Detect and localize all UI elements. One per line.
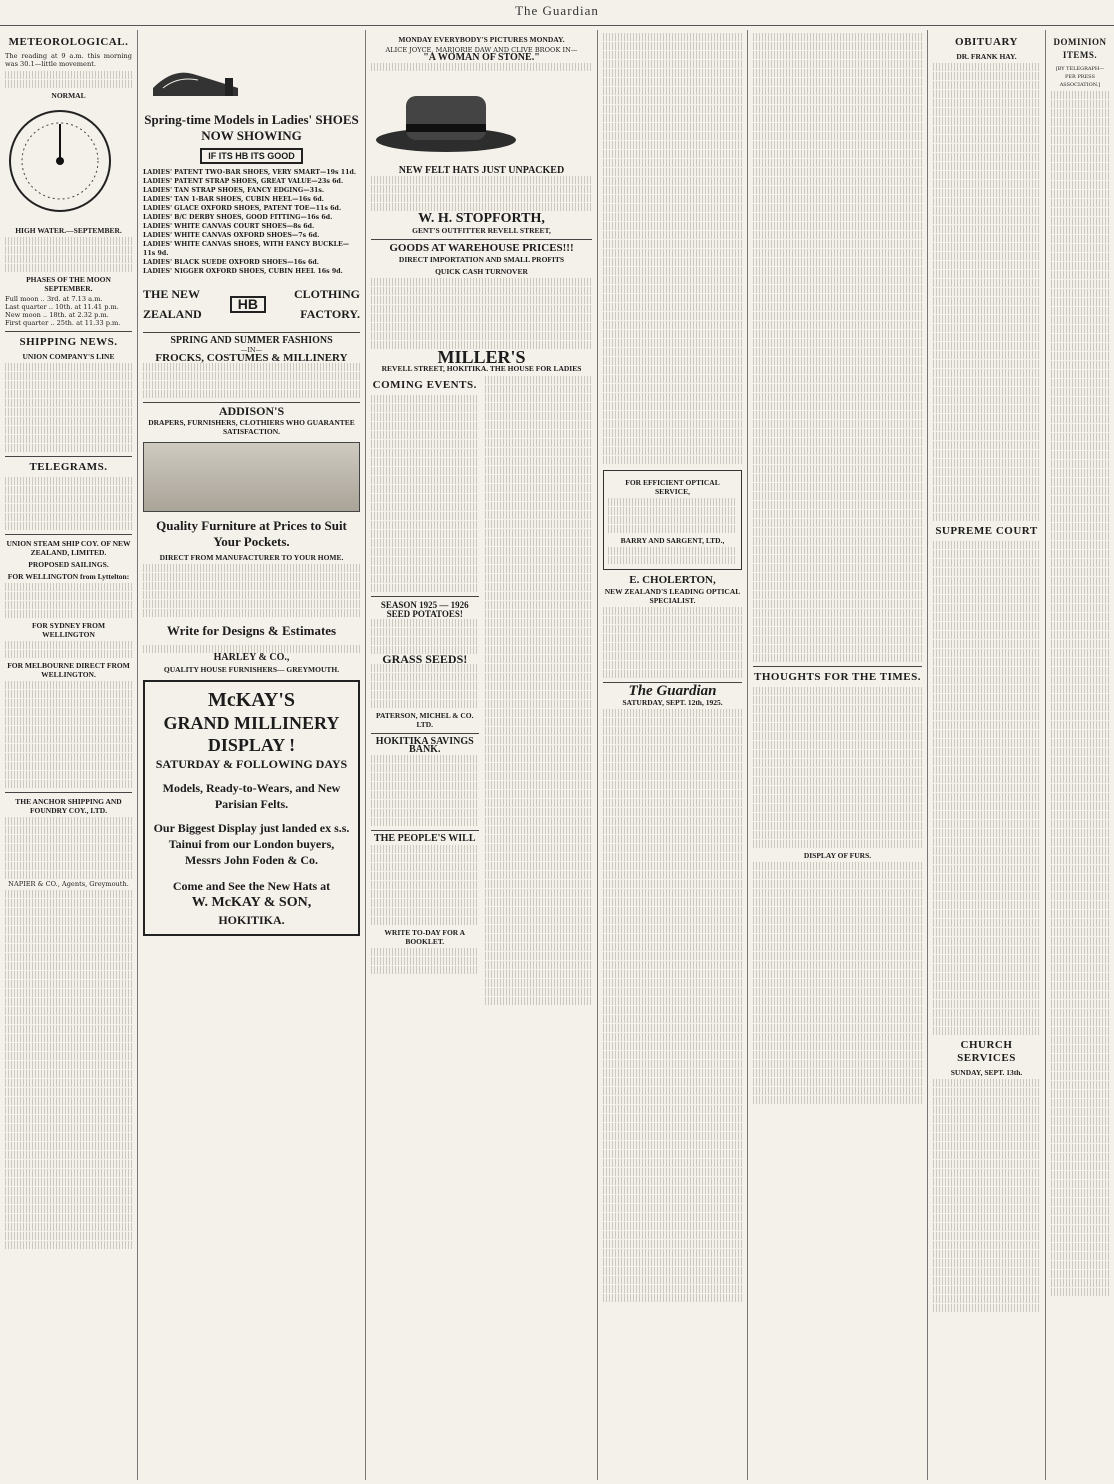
mckay-9: HOKITIKA. [218, 913, 285, 928]
moon-row: Last quarter .. 10th. at 11.41 p.m. [5, 302, 119, 311]
column-2 [138, 30, 366, 1480]
shoe-item: LADIES' WHITE CANVAS SHOES, WITH FANCY BUCKLE—11s 9d. [143, 241, 350, 258]
barometer-label: NORMAL [51, 91, 86, 101]
column-7 [1046, 30, 1114, 1480]
clothing-left: THE NEW [143, 287, 201, 302]
column-5 [748, 30, 928, 1480]
spring-in: —IN— [240, 345, 263, 354]
write-designs: Write for Designs & Estimates [166, 623, 337, 639]
mckay-6: Our Biggest Display just landed ex s.s. Tainui from our London buyers, Messrs John Foden & Co. [153, 821, 350, 868]
union-title: UNION COMPANY'S LINE [22, 352, 115, 362]
factory-logo: HB [230, 296, 266, 312]
anchor-agents: NAPIER & CO., Agents, Greymouth. [8, 880, 129, 889]
mckay-1: McKAY'S [207, 689, 296, 712]
proposed-sailings: PROPOSED SAILINGS. [28, 560, 109, 570]
moon-row: Full moon .. 3rd. at 7.13 a.m. [5, 294, 103, 303]
savings-bank: HOKITIKA SAVINGS BANK. [375, 736, 474, 756]
mckay-2: GRAND MILLINERY [163, 713, 340, 734]
shoe-item: LADIES' TAN STRAP SHOES, FANCY EDGING—31s. [143, 187, 325, 195]
direct-importation: DIRECT IMPORTATION AND SMALL PROFITS [398, 255, 565, 265]
stopforth-sub: GENT'S OUTFITTER REVELL STREET, [412, 226, 551, 236]
harley: HARLEY & CO., [213, 652, 290, 664]
meteo-text: The reading at 9 a.m. this morning was 30.1—little movement. [5, 52, 132, 69]
anchor-title: THE ANCHOR SHIPPING AND FOUNDRY COY., LTD. [15, 797, 122, 816]
clothing-left2: ZEALAND [143, 307, 202, 322]
meteo-title: METEOROLOGICAL. [8, 36, 129, 48]
goods: GOODS AT WAREHOUSE PRICES!!! [389, 242, 574, 255]
addison-sub: DRAPERS, FURNISHERS, CLOTHIERS WHO GUARANTEE SATISFACTION. [148, 418, 355, 437]
pictures-head: MONDAY EVERYBODY'S PICTURES MONDAY. [398, 35, 565, 44]
clothing-right2: FACTORY. [300, 307, 360, 322]
direct-from: DIRECT FROM MANUFACTURER TO YOUR HOME. [159, 553, 344, 563]
barometer-icon [5, 106, 115, 216]
sydney-sailing: FOR SYDNEY FROM WELLINGTON [31, 621, 106, 640]
mckay-7: Come and See the New Hats at [172, 879, 331, 894]
frocks-title: FROCKS, COSTUMES & MILLINERY [155, 351, 348, 364]
harley-sub: QUALITY HOUSE FURNISHERS— GREYMOUTH. [163, 665, 340, 675]
shoe-title: Spring-time Models in Ladies' SHOES NOW SHOWING [144, 112, 359, 144]
shoe-item: LADIES' WHITE CANVAS OXFORD SHOES—7s 6d. [143, 232, 320, 240]
hat-icon [371, 78, 521, 158]
high-water-title: HIGH WATER.—SEPTEMBER. [15, 225, 122, 235]
usc-title: UNION STEAM SHIP COY. OF NEW ZEALAND, LIMITED. [6, 539, 131, 558]
shoe-item: LADIES' GLACE OXFORD SHOES, PATENT TOE—11s 6d. [143, 205, 342, 213]
stopforth: W. H. STOPFORTH, [418, 210, 545, 226]
coming-events: COMING EVENTS. [372, 379, 477, 392]
shoe-tag: IF ITS HB ITS GOOD [200, 148, 303, 164]
shoe-item: LADIES' WHITE CANVAS COURT SHOES—8s 6d. [143, 223, 315, 231]
shoe-icon [143, 38, 253, 106]
shoe-item: LADIES' TAN 1-BAR SHOES, CUBIN HEEL—16s 6d. [143, 196, 324, 204]
pictures-line: ALICE JOYCE, MARJORIE DAW AND CLIVE BROOK IN— [385, 46, 578, 54]
season-potatoes: SEASON 1925 — 1926 SEED POTATOES! [380, 600, 469, 619]
spring-title: SPRING AND SUMMER FASHIONS [170, 335, 333, 347]
dominion-sub: [BY TELEGRAPH—PER PRESS ASSOCIATION.] [1055, 66, 1105, 89]
mckay-ad [143, 680, 360, 936]
moon-row: First quarter .. 25th. at 11.33 p.m. [5, 319, 121, 328]
shoe-item: LADIES' PATENT TWO-BAR SHOES, VERY SMART—19s 11d. [143, 169, 357, 177]
peoples-will: THE PEOPLE'S WILL [373, 833, 476, 845]
moon-row: New moon .. 18th. at 2.32 p.m. [5, 311, 109, 320]
store-image [143, 442, 360, 512]
shipping-title: SHIPPING NEWS. [19, 336, 118, 349]
millers-sub: REVELL STREET, HOKITIKA. THE HOUSE FOR LADIES [381, 364, 582, 374]
display-furs: DISPLAY OF FURS. [803, 851, 872, 860]
mckay-8: W. McKAY & SON, [191, 895, 312, 911]
column-1 [0, 30, 138, 1480]
quick-cash: QUICK CASH TURNOVER [435, 267, 528, 277]
melbourne-sailing: FOR MELBOURNE DIRECT FROM WELLINGTON. [7, 661, 130, 680]
grass-seeds: GRASS SEEDS! [382, 651, 468, 666]
millers: MILLER'S [437, 347, 526, 368]
dominion-items: DOMINION ITEMS. [1053, 37, 1107, 60]
guardian-date: SATURDAY, SEPT. 12th, 1925. [622, 698, 723, 708]
woman-of-stone: "A WOMAN OF STONE." [423, 52, 540, 64]
paterson: PATERSON, MICHEL & CO. LTD. [376, 711, 474, 730]
church-date: SUNDAY, SEPT. 13th. [950, 1068, 1023, 1077]
write-today: WRITE TO-DAY FOR A BOOKLET. [384, 927, 466, 946]
masthead-title: The Guardian [515, 3, 599, 18]
quality-furniture: Quality Furniture at Prices to Suit Your Pockets. [156, 518, 347, 550]
wellington-sailing: FOR WELLINGTON from Lyttelton: [7, 572, 130, 582]
obituary-name: DR. FRANK HAY. [956, 52, 1017, 61]
thoughts-times: THOUGHTS FOR THE TIMES. [754, 671, 921, 683]
clothing-right: CLOTHING [293, 287, 360, 302]
column-3 [366, 30, 598, 1480]
cholerton-sub: NEW ZEALAND'S LEADING OPTICAL SPECIALIST. [604, 587, 741, 606]
mckay-5: Models, Ready-to-Wears, and New Parisian Felts. [162, 781, 341, 812]
addison-title: ADDISON'S [218, 404, 285, 419]
shoe-item: LADIES' BLACK SUEDE OXFORD SHOES—16s 6d. [143, 259, 319, 267]
optical-service: FOR EFFICIENT OPTICAL SERVICE, [625, 478, 720, 496]
cholerton: E. CHOLERTON, [629, 574, 716, 586]
mckay-3: DISPLAY ! [207, 735, 296, 756]
supreme-court: SUPREME COURT [935, 525, 1038, 537]
shoe-item: LADIES' PATENT STRAP SHOES, GREAT VALUE—23s 6d. [143, 178, 344, 186]
barry-sargent: BARRY AND SARGENT, LTD., [620, 536, 725, 545]
moon-title: PHASES OF THE MOON SEPTEMBER. [26, 274, 111, 293]
telegrams-title: TELEGRAMS. [29, 461, 108, 474]
masthead [0, 0, 1114, 26]
shoe-item: LADIES' NIGGER OXFORD SHOES, CUBIN HEEL 16s 9d. [143, 268, 343, 276]
shoe-item: LADIES' B/C DERBY SHOES, GOOD FITTING—16s 6d. [143, 214, 333, 222]
guardian-title: The Guardian [628, 683, 717, 700]
obituary-title: OBITUARY [955, 36, 1018, 48]
church-services: CHURCH SERVICES [957, 1039, 1016, 1064]
felt-hats: NEW FELT HATS JUST UNPACKED [398, 164, 565, 176]
column-4 [598, 30, 748, 1480]
mckay-4: SATURDAY & FOLLOWING DAYS [155, 757, 348, 772]
column-6 [928, 30, 1046, 1480]
